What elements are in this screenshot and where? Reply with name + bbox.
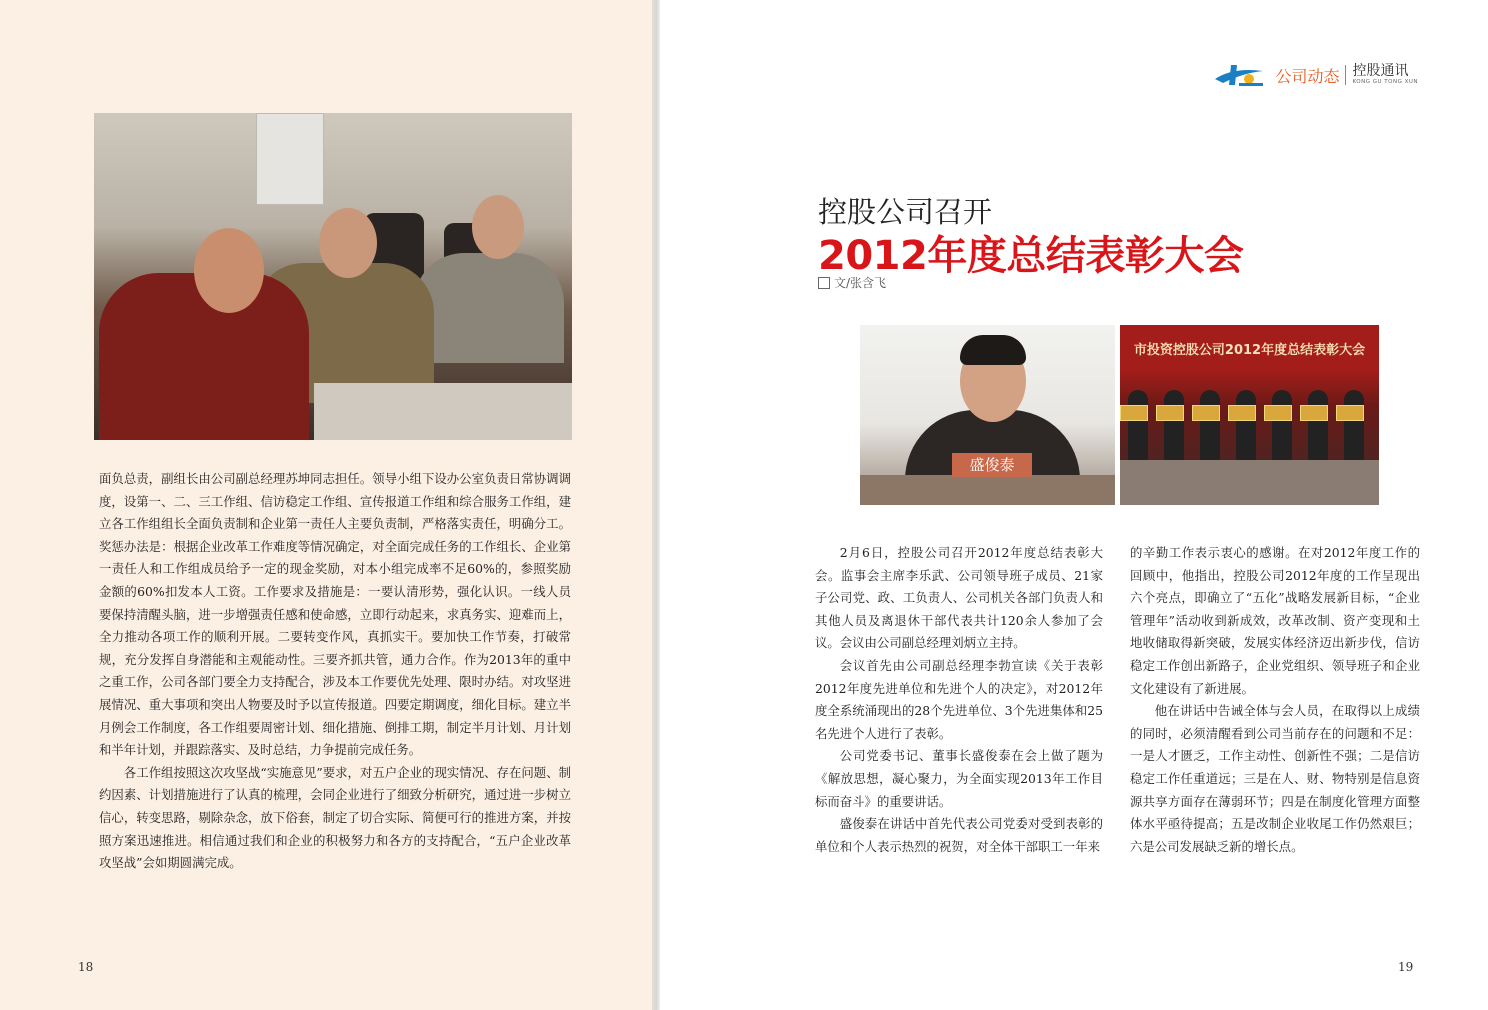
article-title-line1: 控股公司召开: [818, 195, 993, 229]
paragraph: 会议首先由公司副总经理李勃宣读《关于表彰2012年度先进单位和先进个人的决定》，对2012年度全系统涌现出的28个先进单位、3个先进集体和25名先进个人进行了表彰。: [815, 657, 1103, 741]
company-logo-icon: [1213, 61, 1269, 89]
page-header: [1213, 60, 1418, 90]
award-banner: 市投资控股公司2012年度总结表彰大会: [1133, 343, 1366, 358]
byline: [818, 274, 886, 291]
speaker-photo: [860, 325, 1115, 505]
right-column-1: [815, 542, 1103, 858]
right-column-2: [1130, 542, 1420, 858]
meeting-photo: [94, 113, 572, 440]
speaker-nameplate: 盛俊泰: [952, 453, 1032, 477]
right-page: [660, 0, 1488, 1010]
page-number-right: 19: [1398, 960, 1414, 974]
header-divider: [1345, 65, 1346, 85]
section-title: 公司动态: [1275, 66, 1340, 86]
publication-name: [1352, 64, 1418, 86]
left-body-text: [99, 468, 571, 875]
left-page: [0, 0, 652, 1010]
paragraph: 各工作组按照这次攻坚战“实施意见”要求，对五户企业的现实情况、存在问题、制约因素、计划措施进行了认真的梳理，会同企业进行了细致分析研究，通过进一步树立信心，转变思路，剔除杂念，放下俗套，制定了切合实际、简便可行的推进方案，并按照方案迅速推进。相信通过我们和企业的积极努力和各方的支持配合，“五户企业改革攻坚战”会如期圆满完成。: [99, 764, 571, 871]
award-ceremony-photo: [1120, 325, 1379, 505]
paragraph: 面负总责，副组长由公司副总经理苏坤同志担任。领导小组下设办公室负责日常协调调度，设第一、二、三工作组、信访稳定工作组、宣传报道工作组和综合服务工作组，建立各工作组组长全面负责制和企业第一责任人主要负责制，严格落实责任，明确分工。奖惩办法是：根据企业改革工作难度等情况确定，对全面完成任务的工作组长、企业第一责任人和工作组成员给予一定的现金奖励，对本小组完成率不足60%的，参照奖励金额的60%扣发本人工资。工作要求及措施是：一要认清形势，强化认识。一线人员要保持清醒头脑，进一步增强责任感和使命感，立即行动起来，求真务实、迎难而上，全力推动各项工作的顺利开展。二要转变作风，真抓实干。要加快工作节奏，打破常规，充分发挥自身潜能和主观能动性。三要齐抓共管，通力合作。作为2013年的重中之重工作，公司各部门要全力支持配合，涉及本工作要优先处理、限时办结。对攻坚进展情况、重大事项和突出人物要及时予以宣传报道。四要定期调度，细化目标。建立半月例会工作制度，各工作组要周密计划、细化措施、倒排工期，制定半月计划、月计划和半年计划，并跟踪落实、及时总结，力争提前完成任务。: [99, 471, 571, 758]
paragraph: 盛俊泰在讲话中首先代表公司党委对受到表彰的单位和个人表示热烈的祝贺，对全体干部职工一年来: [815, 816, 1103, 854]
publication-title: 控股通讯: [1352, 63, 1409, 80]
byline-box-icon: [818, 277, 830, 289]
paragraph: 他在讲话中告诫全体与会人员，在取得以上成绩的同时，必须清醒看到公司当前存在的问题和不足：一是人才匮乏，工作主动性、创新性不强；二是信访稳定工作任重道远；三是在人、财、物特别是信息资源共享方面存在薄弱环节；四是在制度化管理方面整体水平亟待提高；五是改制企业收尾工作仍然艰巨；六是公司发展缺乏新的增长点。: [1130, 703, 1420, 854]
paragraph: 2月6日，控股公司召开2012年度总结表彰大会。监事会主席李乐武、公司领导班子成员、21家子公司党、政、工负责人、公司机关各部门负责人和其他人员及离退休干部代表共计120余人参加了会议。会议由公司副总经理刘炳立主持。: [815, 545, 1103, 651]
publication-pinyin: KONG GU TONG XUN: [1352, 79, 1418, 86]
paragraph: 公司党委书记、董事长盛俊泰在会上做了题为《解放思想，凝心聚力，为全面实现2013年工作目标而奋斗》的重要讲话。: [815, 748, 1103, 809]
article-title-line2: 2012年度总结表彰大会: [818, 233, 1244, 279]
page-number-left: 18: [78, 960, 94, 974]
page-gutter: [652, 0, 660, 1010]
paragraph: 的辛勤工作表示衷心的感谢。在对2012年度工作的回顾中，他指出，控股公司2012年度的工作呈现出六个亮点，即确立了“五化”战略发展新目标，“企业管理年”活动收到新成效，改革改制、资产变现和土地收储取得新突破，发展实体经济迈出新步伐，信访稳定工作创出新路子，企业党组织、领导班子和企业文化建设有了新进展。: [1130, 545, 1420, 696]
byline-text: 文/张含飞: [834, 276, 887, 290]
